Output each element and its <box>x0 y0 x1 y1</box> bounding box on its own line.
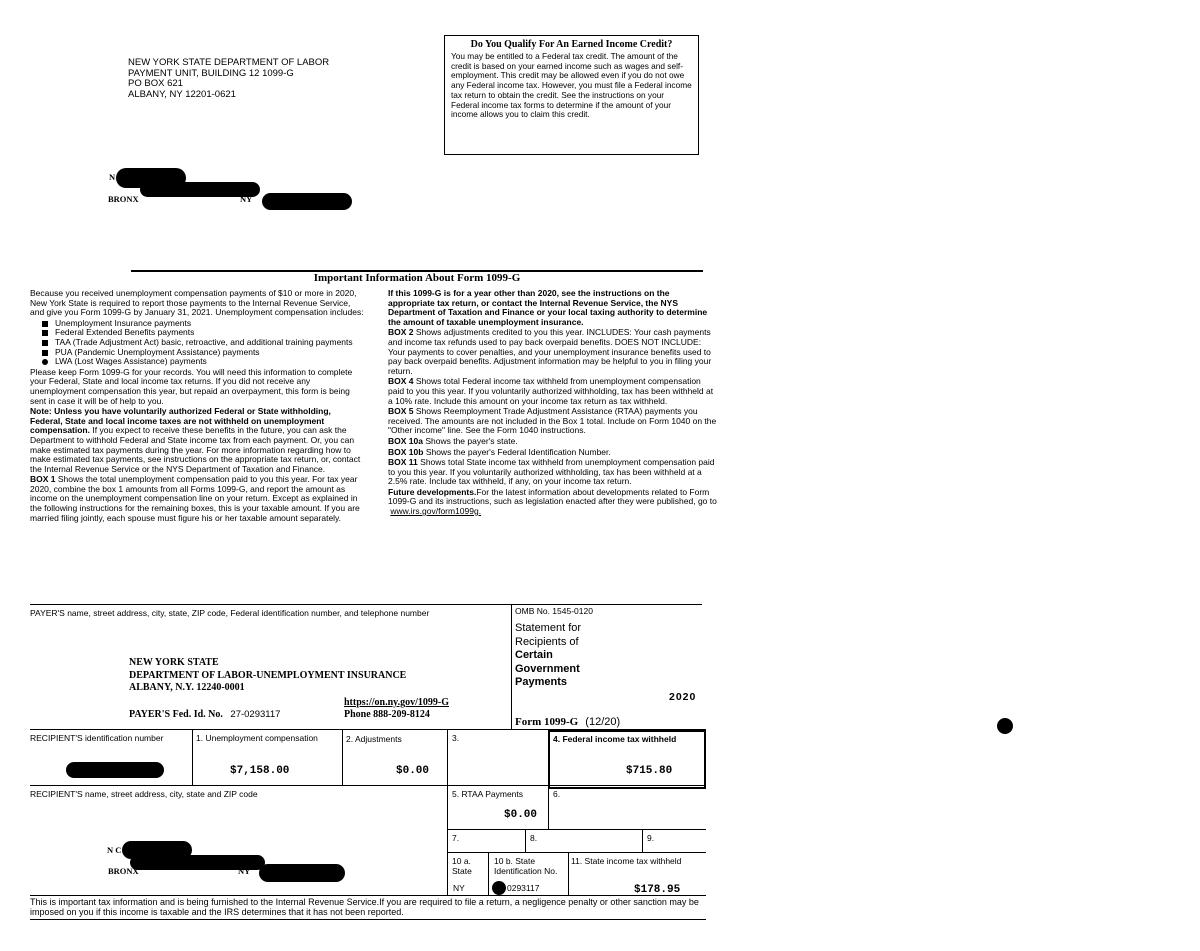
payer-url[interactable]: https://on.ny.gov/1099-G <box>344 697 450 708</box>
irs-link[interactable]: www.irs.gov/form1099g. <box>390 506 482 517</box>
form-divider <box>192 729 193 785</box>
form-revision: (12/20) <box>585 716 621 728</box>
info-keep-records: Please keep Form 1099-G for your records. You will need this information to complete your Federal, State and local income tax returns. If you did not receive any unemployment compensation this year, but repaid an overpayment, this form is being sent in case it will be of help to you. <box>30 366 353 406</box>
statement-line: Statement for <box>515 622 582 634</box>
payer-phone: Phone 888-209-8124 <box>344 709 430 720</box>
box4-text: Shows total Federal income tax withheld from unemployment compensation paid to you this year. If you voluntarily authorized withholding, tax has been withheld at a 10% rate. Include this amount on your income tax return as tax withheld. <box>388 376 714 406</box>
box10b-text: Shows the payer's Federal Identification Number. <box>425 446 611 457</box>
footer-rule <box>30 919 706 920</box>
box2-label: BOX 2 <box>388 327 414 338</box>
form-top-border <box>30 604 702 605</box>
return-address-line: ALBANY, NY 12201-0621 <box>128 88 236 100</box>
info-box2 <box>388 328 718 376</box>
payer-fed-id: 27-0293117 <box>230 709 281 720</box>
box11-text: Shows total State income tax withheld from unemployment compensation paid to you this year. If you voluntarily authorized withholding, tax has been withheld at a 2.5% rate. Include tax withheld, if any, on your income tax return. <box>388 457 715 487</box>
form-name-line <box>515 716 620 728</box>
info-note <box>30 407 365 474</box>
box10a-label <box>452 856 472 876</box>
payer-block <box>129 657 406 695</box>
footer-disclaimer: This is important tax information and is being furnished to the Internal Revenue Service.If you are required to file a return, a negligence penalty or other sanction may be imposed on you if this income is taxable and the IRS determines that it has not been reported. <box>30 897 699 917</box>
box10b-label-line: 10 b. State <box>494 856 536 866</box>
form-divider <box>525 829 526 852</box>
payer-header-label: PAYER'S name, street address, city, state, ZIP code, Federal identification number, and telephone number <box>30 608 430 618</box>
info-box5 <box>388 407 718 436</box>
return-address <box>128 58 329 100</box>
box10a-label: BOX 10a <box>388 435 423 446</box>
info-intro: Because you received unemployment compensation payments of $10 or more in 2020, New York State is required to report those payments to the Internal Revenue Service, and give you Form 1099-G by January 31, 2021. Unemployment compensation includes: <box>30 288 364 318</box>
redaction-mark <box>259 864 345 882</box>
box11-label: 11. State income tax withheld <box>571 856 682 866</box>
form-divider <box>568 852 569 895</box>
box2-label: 2. Adjustments <box>346 734 402 744</box>
box10b-label <box>494 856 557 876</box>
info-other-year: If this 1099-G is for a year other than 2020, see the instructions on the appropriate tax return, or contact the Internal Revenue Service, the NYS Department of Taxation and Finance or your local taxing authority to determine the amount of taxable unemployment insurance. <box>388 288 708 327</box>
statement-line: Payments <box>515 676 567 689</box>
redaction-mark <box>66 762 164 778</box>
form-bottom-border <box>30 895 706 896</box>
form-row-border <box>447 852 706 853</box>
payer-fed-id-label: PAYER'S Fed. Id. No. <box>129 709 223 720</box>
form-divider <box>511 604 512 729</box>
box4-label: 4. Federal income tax withheld <box>553 734 677 744</box>
list-item: LWA (Lost Wages Assistance) payments <box>42 357 365 367</box>
box10b-label-line: Identification No. <box>494 866 558 876</box>
statement-line: Certain <box>515 649 553 662</box>
box10a-text: Shows the payer's state. <box>425 435 518 446</box>
form-divider <box>488 852 489 895</box>
info-box10a <box>388 437 718 447</box>
box4-value: $715.80 <box>626 765 673 777</box>
note-label: Note: <box>30 406 52 417</box>
recipient-city-top: BRONX <box>108 194 139 204</box>
compensation-list <box>30 319 365 367</box>
box9-label: 9. <box>647 833 655 843</box>
box10a-value: NY <box>453 883 465 893</box>
return-address-line: PAYMENT UNIT, BUILDING 12 1099-G <box>128 67 294 79</box>
recipient-initial: N C <box>107 845 122 855</box>
box1-label: BOX 1 <box>30 474 56 485</box>
eic-title: Do You Qualify For An Earned Income Credit? <box>470 39 673 50</box>
box10a-label-line: 10 a. <box>452 856 471 866</box>
box2-text: Shows adjustments credited to you this year. INCLUDES: Your cash payments and income tax refunds used to pay back overpaid benefits. DOES NOT INCLUDE: Your payments to cover penalties, and your unemployment insurance benefits used to pay back overpaid benefits. Adjustment information may be helpful to you in filing your return. <box>388 327 712 376</box>
note-text: If you expect to receive these benefits in the future, you can ask the Department to withhold Federal and State income tax from each payment. Or, you can make estimated tax payments during the year. For more information regarding how to make estimated tax payments, see instructions on the appropriate tax return, or, contact the Internal Revenue Service or the NYS Department of Taxation and Finance. <box>30 425 361 474</box>
info-right-column <box>388 289 718 518</box>
note-bold-text: Unless you have voluntarily authorized Federal or State withholding, Federal, State and local income taxes are not withheld on unemployment compensation. <box>30 406 331 436</box>
return-address-line: PO BOX 621 <box>128 78 183 89</box>
form-divider <box>642 829 643 852</box>
info-box10b <box>388 448 718 458</box>
info-box4 <box>388 377 718 406</box>
box5-label: 5. RTAA Payments <box>452 789 524 799</box>
box5-text: Shows Reemployment Trade Adjustment Assistance (RTAA) payments you received. The amounts are not included in the Box 1 total. Include on Form 1040 on the "Other income" line. See the Form 1040 instructions. <box>388 406 717 436</box>
box6-label: 6. <box>553 789 561 799</box>
statement-line: Government <box>515 662 580 675</box>
box3-label: 3. <box>452 733 460 743</box>
recipient-state: NY <box>238 866 251 876</box>
box1-label: 1. Unemployment compensation <box>196 733 318 743</box>
box11-label: BOX 11 <box>388 457 418 468</box>
payer-city: ALBANY, N.Y. 12240-0001 <box>129 682 245 693</box>
recipient-state-top: NY <box>240 194 253 204</box>
info-future <box>388 488 718 517</box>
recipient-city: BRONX <box>108 866 139 876</box>
box5-label: BOX 5 <box>388 406 414 417</box>
future-text: For the latest information about developments related to Form 1099-G and its instructions, such as legislation enacted after they were published, go to <box>388 486 717 507</box>
form-name: Form 1099-G <box>515 716 579 728</box>
form-divider <box>342 729 343 785</box>
list-item: PUA (Pandemic Unemployment Assistance) payments <box>42 348 365 358</box>
list-item: Federal Extended Benefits payments <box>42 328 365 338</box>
omb-number: OMB No. 1545-0120 <box>515 606 593 616</box>
box5-value: $0.00 <box>504 809 538 821</box>
info-box11 <box>388 458 718 487</box>
list-item: TAA (Trade Adjustment Act) basic, retroactive, and additional training payments <box>42 338 365 348</box>
redaction-mark <box>492 881 506 895</box>
info-box1 <box>30 475 365 523</box>
box2-value: $0.00 <box>396 765 430 777</box>
box8-label: 8. <box>530 833 538 843</box>
tax-year: 2020 <box>669 691 697 703</box>
box1-value: $7,158.00 <box>230 765 290 777</box>
payer-name: NEW YORK STATE <box>129 657 219 668</box>
form-divider <box>447 729 448 895</box>
payer-fed-id-line <box>129 709 280 720</box>
box4-label: BOX 4 <box>388 376 414 387</box>
box10b-label: BOX 10b <box>388 446 424 457</box>
box1-text: Shows the total unemployment compensation paid to you this year. For tax year 2020, combine the box 1 amounts from all Forms 1099-G, and report the amount as income on the unemployment compensation line on your return. Except as explained in the following instructions for the remaining boxes, this is your taxable amount. If you are married filing jointly, each spouse must figure his or her taxable amount separately. <box>30 474 360 523</box>
statement-line: Recipients of <box>515 635 579 648</box>
future-label: Future developments. <box>388 486 477 497</box>
statement-title <box>515 622 581 690</box>
recipient-initial-top: N <box>109 172 116 182</box>
box7-label: 7. <box>452 833 460 843</box>
punch-hole-mark <box>997 718 1013 734</box>
info-left-column <box>30 289 365 524</box>
box10b-value: 0293117 <box>507 883 540 893</box>
info-title: Important Information About Form 1099-G <box>313 272 521 284</box>
box11-value: $178.95 <box>634 884 681 896</box>
form-row-border <box>447 829 706 830</box>
payer-department: DEPARTMENT OF LABOR-UNEMPLOYMENT INSURANCE <box>129 669 407 681</box>
recipient-name-label: RECIPIENT'S name, street address, city, state and ZIP code <box>30 789 258 799</box>
eic-notice-box <box>444 35 699 155</box>
list-item: Unemployment Insurance payments <box>42 319 365 329</box>
recipient-id-label: RECIPIENT'S identification number <box>30 733 164 743</box>
form-divider <box>548 785 549 829</box>
return-address-line: NEW YORK STATE DEPARTMENT OF LABOR <box>128 57 330 68</box>
eic-body: You may be entitled to a Federal tax credit. The amount of the credit is based on your earned income such as wages and self-employment. This credit may be allowed even if you do not owe any Federal income tax. However, you must file a Federal income tax return to obtain the credit. See the instructions on your Federal income tax forms to determine if the amount of your income allows you to claim this credit. <box>451 51 692 120</box>
redaction-mark <box>262 193 352 210</box>
box10a-label-line: State <box>452 866 472 876</box>
